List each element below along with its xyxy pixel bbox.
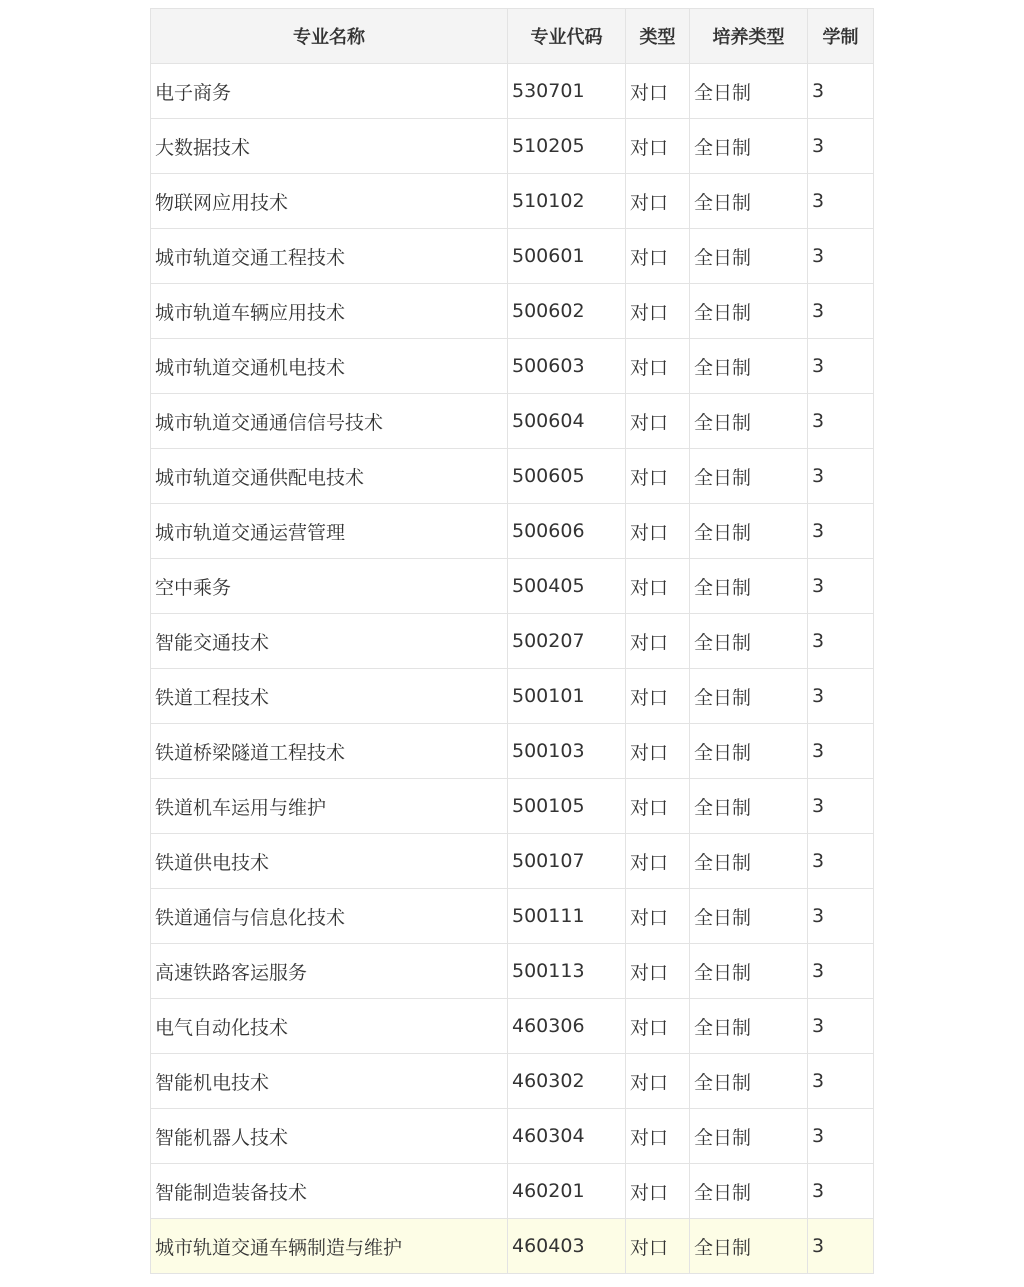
table-row [151, 559, 874, 614]
cell-type: 对口 [626, 119, 690, 174]
cell-training-type: 全日制 [690, 889, 808, 944]
cell-training-type: 全日制 [690, 64, 808, 119]
cell-major-code: 500207 [508, 614, 626, 669]
cell-duration: 3 [808, 834, 874, 889]
cell-training-type: 全日制 [690, 284, 808, 339]
cell-major-code: 530701 [508, 64, 626, 119]
cell-major-code: 460201 [508, 1164, 626, 1219]
cell-duration: 3 [808, 119, 874, 174]
cell-type: 对口 [626, 174, 690, 229]
table-row [151, 339, 874, 394]
cell-major-name: 高速铁路客运服务 [151, 944, 508, 999]
cell-duration: 3 [808, 64, 874, 119]
cell-training-type: 全日制 [690, 779, 808, 834]
header-major-code: 专业代码 [508, 9, 626, 64]
table-row [151, 724, 874, 779]
table-row [151, 229, 874, 284]
cell-major-code: 460304 [508, 1109, 626, 1164]
cell-duration: 3 [808, 944, 874, 999]
table-row [151, 284, 874, 339]
cell-training-type: 全日制 [690, 1109, 808, 1164]
cell-type: 对口 [626, 1054, 690, 1109]
majors-table [150, 8, 874, 1274]
table-row [151, 504, 874, 559]
cell-major-name: 城市轨道车辆应用技术 [151, 284, 508, 339]
cell-type: 对口 [626, 889, 690, 944]
cell-duration: 3 [808, 339, 874, 394]
table-row [151, 889, 874, 944]
cell-major-name: 大数据技术 [151, 119, 508, 174]
cell-major-code: 500405 [508, 559, 626, 614]
cell-duration: 3 [808, 504, 874, 559]
cell-major-name: 城市轨道交通机电技术 [151, 339, 508, 394]
table-body [151, 64, 874, 1274]
table-row [151, 1219, 874, 1274]
cell-training-type: 全日制 [690, 999, 808, 1054]
cell-major-name: 铁道桥梁隧道工程技术 [151, 724, 508, 779]
cell-major-name: 电子商务 [151, 64, 508, 119]
cell-duration: 3 [808, 724, 874, 779]
cell-type: 对口 [626, 1164, 690, 1219]
cell-type: 对口 [626, 394, 690, 449]
cell-duration: 3 [808, 229, 874, 284]
cell-major-name: 智能制造装备技术 [151, 1164, 508, 1219]
cell-duration: 3 [808, 889, 874, 944]
cell-type: 对口 [626, 834, 690, 889]
cell-duration: 3 [808, 1054, 874, 1109]
cell-major-name: 铁道机车运用与维护 [151, 779, 508, 834]
cell-training-type: 全日制 [690, 339, 808, 394]
cell-duration: 3 [808, 394, 874, 449]
cell-major-code: 500604 [508, 394, 626, 449]
table-row [151, 1109, 874, 1164]
cell-major-code: 500605 [508, 449, 626, 504]
table-row [151, 944, 874, 999]
cell-type: 对口 [626, 1219, 690, 1274]
cell-type: 对口 [626, 614, 690, 669]
table-row [151, 119, 874, 174]
cell-type: 对口 [626, 669, 690, 724]
cell-type: 对口 [626, 339, 690, 394]
table-row [151, 1054, 874, 1109]
header-major-name: 专业名称 [151, 9, 508, 64]
cell-training-type: 全日制 [690, 834, 808, 889]
cell-major-code: 510205 [508, 119, 626, 174]
cell-duration: 3 [808, 559, 874, 614]
cell-duration: 3 [808, 1219, 874, 1274]
table-row [151, 999, 874, 1054]
cell-major-name: 智能机器人技术 [151, 1109, 508, 1164]
cell-training-type: 全日制 [690, 669, 808, 724]
cell-major-name: 空中乘务 [151, 559, 508, 614]
cell-major-code: 500606 [508, 504, 626, 559]
cell-training-type: 全日制 [690, 119, 808, 174]
cell-training-type: 全日制 [690, 614, 808, 669]
cell-training-type: 全日制 [690, 559, 808, 614]
table-header-row [151, 9, 874, 64]
cell-major-name: 铁道供电技术 [151, 834, 508, 889]
cell-major-code: 500111 [508, 889, 626, 944]
cell-major-code: 460403 [508, 1219, 626, 1274]
cell-training-type: 全日制 [690, 504, 808, 559]
header-training-type: 培养类型 [690, 9, 808, 64]
cell-major-name: 城市轨道交通运营管理 [151, 504, 508, 559]
cell-major-code: 500603 [508, 339, 626, 394]
cell-type: 对口 [626, 504, 690, 559]
header-duration: 学制 [808, 9, 874, 64]
table-row [151, 449, 874, 504]
cell-type: 对口 [626, 779, 690, 834]
table-row [151, 394, 874, 449]
cell-major-name: 智能机电技术 [151, 1054, 508, 1109]
cell-type: 对口 [626, 1109, 690, 1164]
cell-duration: 3 [808, 284, 874, 339]
cell-major-name: 城市轨道交通车辆制造与维护 [151, 1219, 508, 1274]
cell-major-name: 物联网应用技术 [151, 174, 508, 229]
cell-duration: 3 [808, 174, 874, 229]
cell-duration: 3 [808, 614, 874, 669]
cell-type: 对口 [626, 724, 690, 779]
cell-type: 对口 [626, 64, 690, 119]
cell-major-code: 460306 [508, 999, 626, 1054]
cell-major-code: 500101 [508, 669, 626, 724]
cell-major-code: 500113 [508, 944, 626, 999]
cell-major-name: 城市轨道交通供配电技术 [151, 449, 508, 504]
cell-duration: 3 [808, 669, 874, 724]
cell-duration: 3 [808, 1109, 874, 1164]
table-row [151, 174, 874, 229]
cell-type: 对口 [626, 999, 690, 1054]
cell-duration: 3 [808, 999, 874, 1054]
cell-major-name: 电气自动化技术 [151, 999, 508, 1054]
cell-type: 对口 [626, 449, 690, 504]
cell-type: 对口 [626, 229, 690, 284]
cell-training-type: 全日制 [690, 1219, 808, 1274]
cell-major-name: 铁道工程技术 [151, 669, 508, 724]
cell-major-code: 500601 [508, 229, 626, 284]
table-row [151, 834, 874, 889]
cell-major-code: 510102 [508, 174, 626, 229]
header-type: 类型 [626, 9, 690, 64]
cell-major-name: 城市轨道交通通信信号技术 [151, 394, 508, 449]
table-row [151, 1164, 874, 1219]
cell-training-type: 全日制 [690, 174, 808, 229]
cell-type: 对口 [626, 944, 690, 999]
cell-training-type: 全日制 [690, 449, 808, 504]
cell-duration: 3 [808, 779, 874, 834]
cell-major-name: 智能交通技术 [151, 614, 508, 669]
table-row [151, 614, 874, 669]
cell-major-code: 500103 [508, 724, 626, 779]
cell-major-code: 500107 [508, 834, 626, 889]
table-row [151, 64, 874, 119]
cell-training-type: 全日制 [690, 724, 808, 779]
majors-table-container [150, 8, 873, 1274]
table-row [151, 779, 874, 834]
cell-type: 对口 [626, 284, 690, 339]
table-row [151, 669, 874, 724]
cell-training-type: 全日制 [690, 1164, 808, 1219]
cell-training-type: 全日制 [690, 229, 808, 284]
cell-training-type: 全日制 [690, 1054, 808, 1109]
cell-duration: 3 [808, 1164, 874, 1219]
cell-major-name: 城市轨道交通工程技术 [151, 229, 508, 284]
cell-major-code: 500105 [508, 779, 626, 834]
cell-training-type: 全日制 [690, 944, 808, 999]
cell-duration: 3 [808, 449, 874, 504]
cell-major-name: 铁道通信与信息化技术 [151, 889, 508, 944]
cell-training-type: 全日制 [690, 394, 808, 449]
cell-type: 对口 [626, 559, 690, 614]
cell-major-code: 500602 [508, 284, 626, 339]
cell-major-code: 460302 [508, 1054, 626, 1109]
